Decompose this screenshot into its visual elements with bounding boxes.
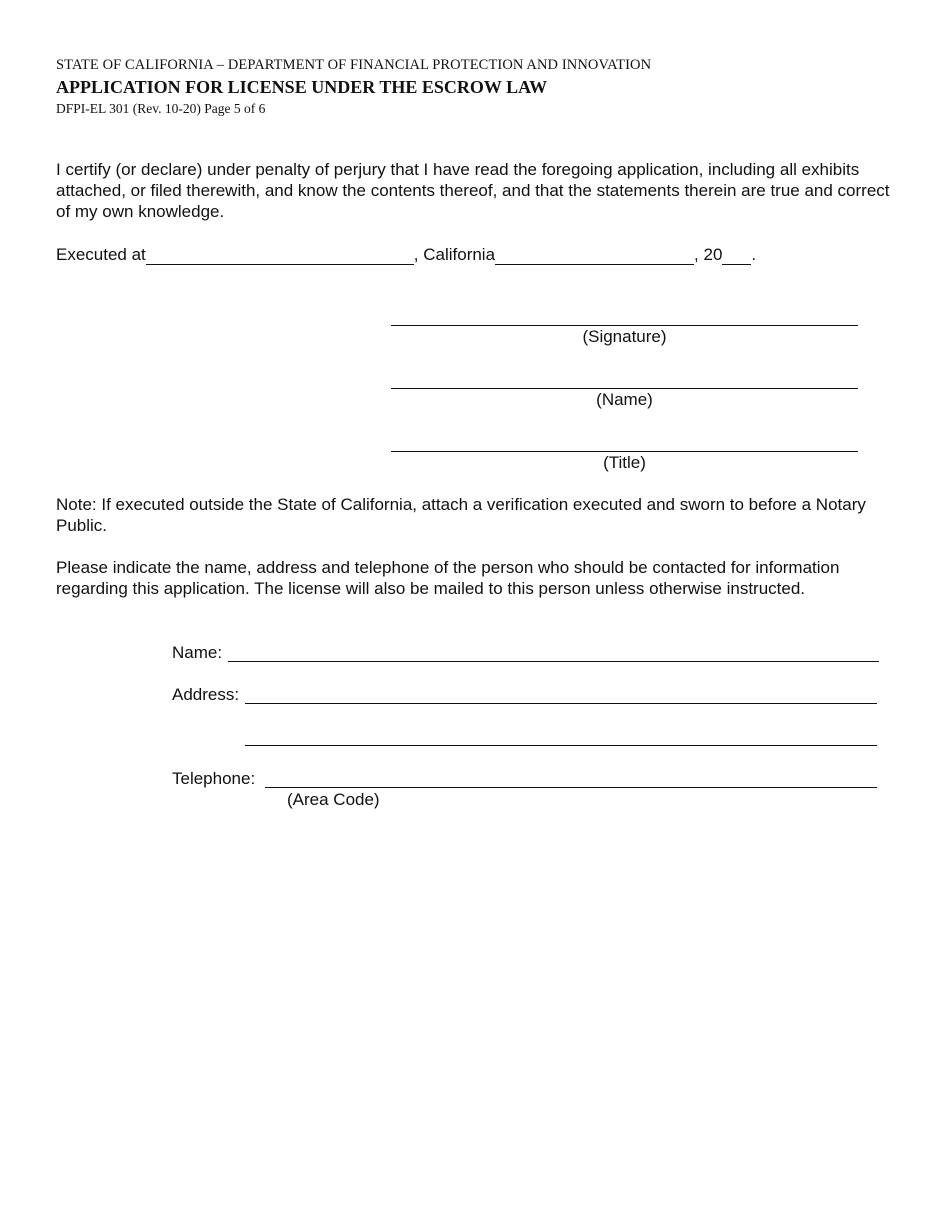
executed-at-label: Executed at <box>56 245 146 264</box>
signature-field[interactable] <box>391 325 858 326</box>
executed-year-field[interactable] <box>722 246 751 265</box>
contact-address-field-2[interactable] <box>245 745 877 746</box>
signature-label: (Signature) <box>582 327 667 346</box>
form-id: DFPI-EL 301 (Rev. 10-20) Page 5 of 6 <box>56 101 266 116</box>
contact-address-field-1[interactable] <box>245 703 877 704</box>
year-prefix-label: , 20 <box>694 245 723 264</box>
contact-name-field[interactable] <box>228 661 879 662</box>
period-label: . <box>751 245 757 264</box>
signer-name-label: (Name) <box>596 390 653 409</box>
contact-name-label: Name: <box>172 643 223 662</box>
certification-text: I certify (or declare) under penalty of perjury that I have read the foregoing application, including all exhibits attached, or filed therewith, and know the contents thereof, and that the statements therein are true and correct of my own knowledge. <box>56 160 890 221</box>
executed-row <box>56 244 756 265</box>
signer-title-field[interactable] <box>391 451 858 452</box>
executed-date-field[interactable] <box>495 246 694 265</box>
agency-header: STATE OF CALIFORNIA – DEPARTMENT OF FINANCIAL PROTECTION AND INNOVATION <box>56 57 652 73</box>
executed-city-field[interactable] <box>146 246 414 265</box>
contact-address-label: Address: <box>172 685 240 704</box>
signer-title-label: (Title) <box>603 453 646 472</box>
contact-telephone-label: Telephone: <box>172 769 256 788</box>
area-code-label: (Area Code) <box>287 790 380 809</box>
california-label: , California <box>413 245 496 264</box>
signer-name-field[interactable] <box>391 388 858 389</box>
form-title: APPLICATION FOR LICENSE UNDER THE ESCROW LAW <box>56 77 548 97</box>
contact-telephone-field[interactable] <box>265 787 877 788</box>
notary-note: Note: If executed outside the State of California, attach a verification executed and sworn to before a Notary Public. <box>56 495 866 535</box>
contact-instructions: Please indicate the name, address and telephone of the person who should be contacted for information regarding this application. The license will also be mailed to this person unless otherwise instructed. <box>56 558 840 598</box>
